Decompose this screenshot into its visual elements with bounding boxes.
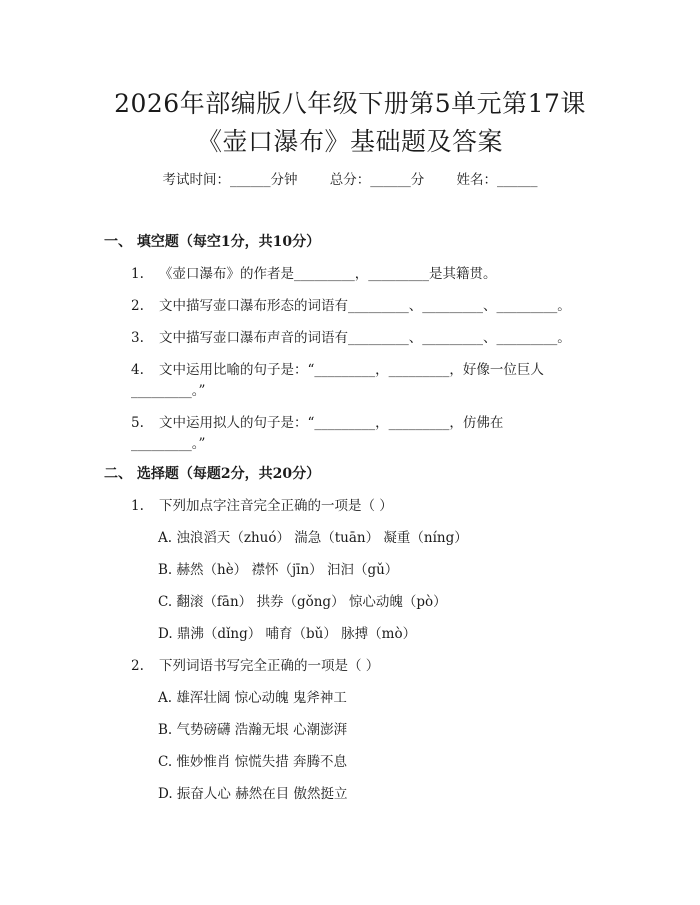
question-number: 1.: [131, 266, 144, 282]
exam-name: 姓名：______: [456, 172, 538, 188]
exam-score: 总分：______分: [329, 172, 425, 188]
question-text: 文中描写壶口瀑布形态的词语有_________、_________、_________。: [159, 298, 571, 314]
question-item: [131, 411, 503, 431]
question-number: 2.: [131, 658, 144, 674]
question-number: 3.: [131, 330, 144, 346]
question-number: 1.: [131, 498, 144, 514]
choice-option-a: A. 浊浪滔天（zhuó） 湍急（tuān） 凝重（níng）: [158, 530, 468, 546]
choice-option-c: C. 惟妙惟肖 惊慌失措 奔腾不息: [158, 754, 348, 770]
choice-option-c: C. 翻滚（fān） 拱券（gǒng） 惊心动魄（pò）: [158, 594, 447, 610]
question-text: 《壶口瀑布》的作者是_________，_________是其籍贯。: [159, 266, 497, 282]
question-item: [131, 326, 571, 346]
choice-option-a: A. 雄浑壮阔 惊心动魄 鬼斧神工: [158, 690, 347, 706]
section-heading-multiple-choice: 二、 选择题（每题2分，共20分）: [104, 466, 321, 482]
question-number: 4.: [131, 362, 144, 378]
question-text: 下列词语书写完全正确的一项是（ ）: [159, 658, 380, 674]
question-item: [131, 654, 379, 674]
section-heading-fill-in: 一、 填空题（每空1分，共10分）: [104, 234, 321, 250]
question-item: [131, 294, 571, 314]
question-number: 5.: [131, 415, 144, 431]
exam-time: 考试时间：______分钟: [162, 172, 298, 188]
question-text: 文中运用比喻的句子是：“_________，_________，好像一位巨人: [159, 362, 544, 378]
question-number: 2.: [131, 298, 144, 314]
choice-option-b: B. 气势磅礴 浩瀚无垠 心潮澎湃: [158, 722, 348, 738]
exam-meta: [0, 168, 700, 188]
question-text: 文中描写壶口瀑布声音的词语有_________、_________、_________。: [159, 330, 571, 346]
choice-option-b: B. 赫然（hè） 襟怀（jīn） 汩汩（gǔ）: [158, 562, 399, 578]
choice-option-d: D. 振奋人心 赫然在目 傲然挺立: [158, 786, 348, 802]
title-line-2: 《壶口瀑布》基础题及答案: [196, 127, 503, 156]
question-text: 下列加点字注音完全正确的一项是（ ）: [159, 498, 393, 514]
choice-option-d: D. 鼎沸（dǐng） 哺育（bǔ） 脉搏（mò）: [158, 626, 417, 642]
question-continuation: _________。”: [131, 436, 206, 452]
question-item: [131, 494, 393, 514]
question-continuation: _________。”: [131, 383, 206, 399]
question-item: [131, 262, 497, 282]
question-item: [131, 358, 544, 378]
question-text: 文中运用拟人的句子是：“_________，_________，仿佛在: [159, 415, 504, 431]
title-line-1: 2026年部编版八年级下册第5单元第17课: [114, 89, 586, 118]
